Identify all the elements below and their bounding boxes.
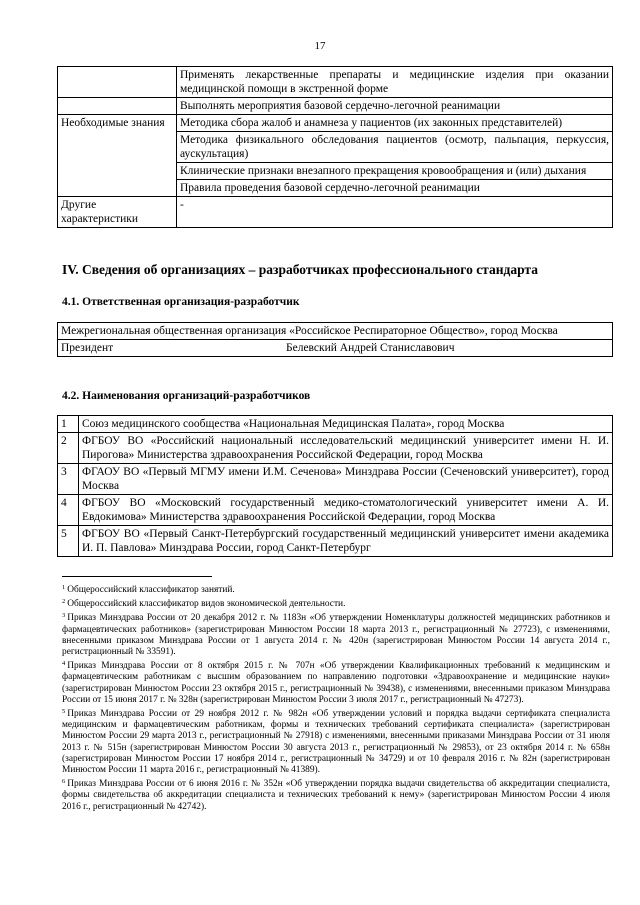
footnote-mark: 4 — [62, 660, 66, 668]
row-text: - — [177, 197, 613, 228]
footnote-text: Приказ Минздрава России от 8 октября 2015 г. № 707н «Об утверждении Квалификационных требований к медицинским и фармацевтическим работникам с высшим образованием по направлению подготовки «Здравоохранение и медицинские науки» (зарегистрирован Минюстом России 23 октября 2015 г., регистрационный № 39438), с изменениями, внесенными приказом Минздрава России от 15 июня 2017 г. № 328н (зарегистрирован Минюстом России 3 июля 2017 г., регистрационный № 47273). — [62, 661, 610, 705]
footnote — [62, 776, 610, 813]
row-text: Клинические признаки внезапного прекращения кровообращения и (или) дыхания — [177, 163, 613, 180]
footnote — [62, 706, 610, 776]
org-name: ФГБОУ ВО «Московский государственный медико-стоматологический университет имени А. И. Евдокимова» Министерства здравоохранения Российской Федерации, город Москва — [79, 495, 613, 526]
org-name: Союз медицинского сообщества «Национальная Медицинская Палата», город Москва — [79, 416, 613, 433]
row-text: Методика сбора жалоб и анамнеза у пациентов (их законных представителей) — [177, 115, 613, 132]
table-row — [58, 464, 613, 495]
org-number: 3 — [58, 464, 79, 495]
footnote-mark: 6 — [62, 778, 66, 786]
table-row — [58, 416, 613, 433]
table-row — [58, 98, 613, 115]
row-text: Правила проведения базовой сердечно-легочной реанимации — [177, 180, 613, 197]
responsible-signatory — [58, 340, 613, 357]
org-name: ФГБОУ ВО «Российский национальный исследовательский медицинский университет имени Н. И. Пирогова» Министерства здравоохранения Российской Федерации, город Москва — [79, 433, 613, 464]
table-row — [58, 67, 613, 98]
org-number: 4 — [58, 495, 79, 526]
footnote-text: Приказ Минздрава России от 6 июня 2016 г. № 352н «Об утверждении порядка выдачи свидетельства об аккредитации специалиста, формы свидетельства об аккредитации специалиста и технических требований к нему» (зарегистрирован Минюстом России 4 июля 2016 г., регистрационный № 42742). — [62, 779, 610, 812]
developer-orgs-table — [57, 415, 613, 557]
page-number: 17 — [314, 40, 326, 52]
row-text: Применять лекарственные препараты и медицинские изделия при оказании медицинской помощи в экстренной форме — [177, 67, 613, 98]
footnotes — [62, 582, 610, 813]
org-number: 5 — [58, 526, 79, 557]
table-row — [58, 323, 613, 340]
org-number: 1 — [58, 416, 79, 433]
footnote-text: Приказ Минздрава России от 29 ноября 2012 г. № 982н «Об утверждении условий и порядка выдачи сертификата специалиста медицинским и фармацевтическим работникам, формы и технических требований сертификата специалиста» (зарегистрирован Минюстом России 29 марта 2013 г., регистрационный № 27918) с изменениями, внесенными приказами Минздрава России от 31 июля 2013 г. № 515н (зарегистрирован Минюстом России 30 августа 2013 г., регистрационный № 29853), от 23 октября 2014 г. № 658н (зарегистрирован Минюстом России 17 ноября 2014 г., регистрационный № 34729) и от 10 февраля 2016 г. № 82н (зарегистрирован Минюстом России 11 марта 2016 г., регистрационный № 41389). — [62, 709, 610, 776]
subsection-title-developers: 4.2. Наименования организаций-разработчиков — [62, 390, 311, 402]
footnote — [62, 610, 610, 658]
footnote — [62, 582, 610, 596]
table-row — [58, 340, 613, 357]
org-number: 2 — [58, 433, 79, 464]
table-row — [58, 433, 613, 464]
row-label — [58, 98, 177, 115]
section-title: IV. Сведения об организациях – разработчиках профессионального стандарта — [62, 262, 538, 277]
row-text: Методика физикального обследования пациентов (осмотр, пальпация, перкуссия, аускультация) — [177, 132, 613, 163]
footnote-text: Общероссийский классификатор видов экономической деятельности. — [67, 599, 346, 610]
footnote-mark: 3 — [62, 612, 66, 620]
subsection-title-responsible: 4.1. Ответственная организация-разработчик — [62, 296, 300, 308]
row-label — [58, 67, 177, 98]
footnote-text: Приказ Минздрава России от 20 декабря 2012 г. № 1183н «Об утверждении Номенклатуры должностей медицинских работников и фармацевтических работников» (зарегистрирован Минюстом России 18 марта 2013 г., регистрационный № 27723), с изменениями, внесенными приказом Минздрава России от 1 августа 2014 г. № 420н (зарегистрирован Минюстом России 14 августа 2014 г., регистрационный № 33591). — [62, 613, 610, 658]
competency-table — [57, 66, 613, 228]
org-name: ФГАОУ ВО «Первый МГМУ имени И.М. Сеченова» Минздрава России (Сеченовский университет), город Москва — [79, 464, 613, 495]
table-row — [58, 115, 613, 132]
row-label-other-characteristics: Другие характеристики — [58, 197, 177, 228]
signatory-name: Белевский Андрей Станиславович — [286, 342, 455, 354]
row-label-required-knowledge: Необходимые знания — [58, 115, 177, 197]
footnote-mark: 2 — [62, 598, 66, 606]
table-row — [58, 495, 613, 526]
org-name: ФГБОУ ВО «Первый Санкт-Петербургский государственный медицинский университет имени академика И. П. Павлова» Минздрава России, город Санкт-Петербург — [79, 526, 613, 557]
footnote-mark: 1 — [62, 584, 66, 591]
footnote — [62, 658, 610, 706]
responsible-org-name: Межрегиональная общественная организация «Российское Респираторное Общество», город Москва — [58, 323, 613, 340]
table-row — [58, 197, 613, 228]
footnote — [62, 596, 610, 610]
signatory-position: Президент — [61, 342, 114, 354]
footnote-text: Общероссийский классификатор занятий. — [67, 585, 235, 595]
footnote-divider — [62, 576, 212, 577]
row-text: Выполнять мероприятия базовой сердечно-легочной реанимации — [177, 98, 613, 115]
responsible-org-table — [57, 322, 613, 357]
table-row — [58, 526, 613, 557]
footnote-mark: 5 — [62, 708, 66, 716]
